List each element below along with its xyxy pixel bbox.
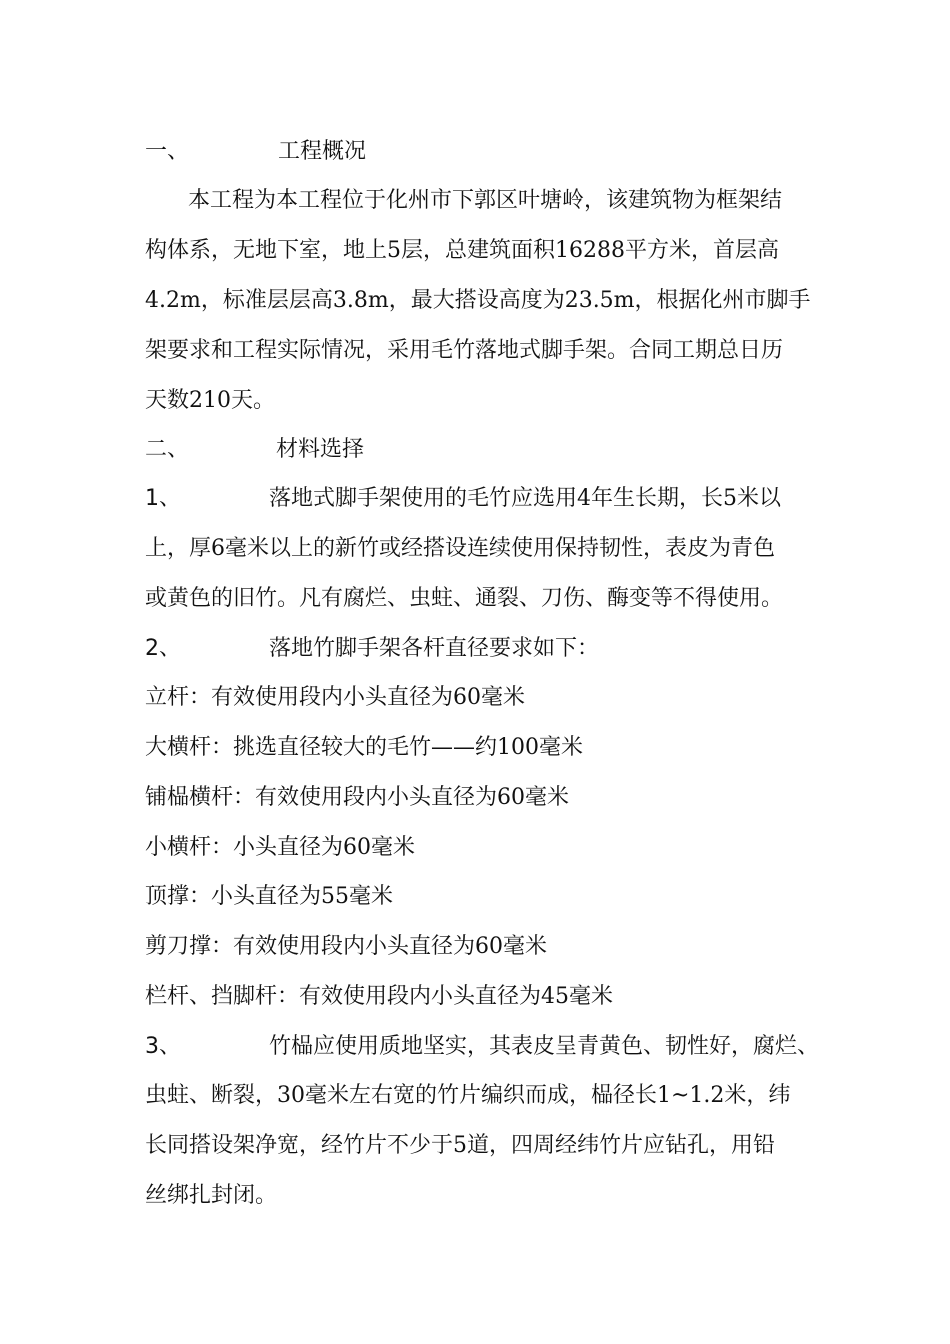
section1-number: 一、: [145, 139, 190, 164]
item1-line: [145, 484, 781, 514]
section1-paragraph-line-5: 天数210天。: [145, 388, 275, 413]
section1-paragraph-line-3: 4.2m，标准层层高3.8m，最大搭设高度为23.5m，根据化州市脚手: [145, 288, 811, 313]
item1-continuation-line-2: 或黄色的旧竹。凡有腐烂、虫蛀、通裂、刀伤、酶变等不得使用。: [145, 586, 784, 611]
item2-line: [145, 634, 600, 664]
section2-number: 二、: [145, 437, 190, 462]
item1-number: 1、: [145, 486, 181, 511]
spec-vertical-pole: 立杆：有效使用段内小头直径为60毫米: [145, 685, 525, 710]
item1-continuation-line-1: 上，厚6毫米以上的新竹或经搭设连续使用保持韧性，表皮为青色: [145, 536, 775, 561]
item2-number: 2、: [145, 636, 181, 661]
item3-line: [145, 1032, 820, 1062]
spec-large-ledger: 大横杆：挑选直径较大的毛竹——约100毫米: [145, 735, 583, 760]
item3-text: 竹榀应使用质地坚实，其表皮呈青黄色、韧性好，腐烂、: [269, 1034, 820, 1059]
spec-mat-transom: 铺榀横杆：有效使用段内小头直径为60毫米: [145, 785, 569, 810]
section1-paragraph-line-4: 架要求和工程实际情况，采用毛竹落地式脚手架。合同工期总日历: [145, 338, 784, 363]
spec-top-brace: 顶撑：小头直径为55毫米: [145, 884, 393, 909]
section1-paragraph-line-2: 构体系，无地下室，地上5层，总建筑面积16288平方米，首层高: [145, 238, 779, 263]
spec-cross-brace: 剪刀撑：有效使用段内小头直径为60毫米: [145, 934, 547, 959]
spec-small-transom: 小横杆：小头直径为60毫米: [145, 835, 415, 860]
section2-title: 材料选择: [276, 437, 365, 462]
section1-title: 工程概况: [278, 139, 367, 164]
item1-text: 落地式脚手架使用的毛竹应选用4年生长期，长5米以: [269, 486, 781, 511]
item3-continuation-line-2: 长同搭设架净宽，经竹片不少于5道，四周经纬竹片应钻孔，用铅: [145, 1133, 775, 1158]
section2-heading: [145, 435, 365, 465]
item3-number: 3、: [145, 1034, 181, 1059]
spec-guardrail-toeboard: 栏杆、挡脚杆：有效使用段内小头直径为45毫米: [145, 984, 613, 1009]
item2-text: 落地竹脚手架各杆直径要求如下：: [269, 636, 600, 661]
section1-heading: [145, 137, 367, 167]
item3-continuation-line-3: 丝绑扎封闭。: [145, 1183, 278, 1208]
section1-paragraph-line-1: 本工程为本工程位于化州市下郭区叶塘岭，该建筑物为框架结: [188, 188, 783, 213]
item3-continuation-line-1: 虫蛀、断裂，30毫米左右宽的竹片编织而成，榀径长1~1.2米，纬: [145, 1083, 791, 1108]
